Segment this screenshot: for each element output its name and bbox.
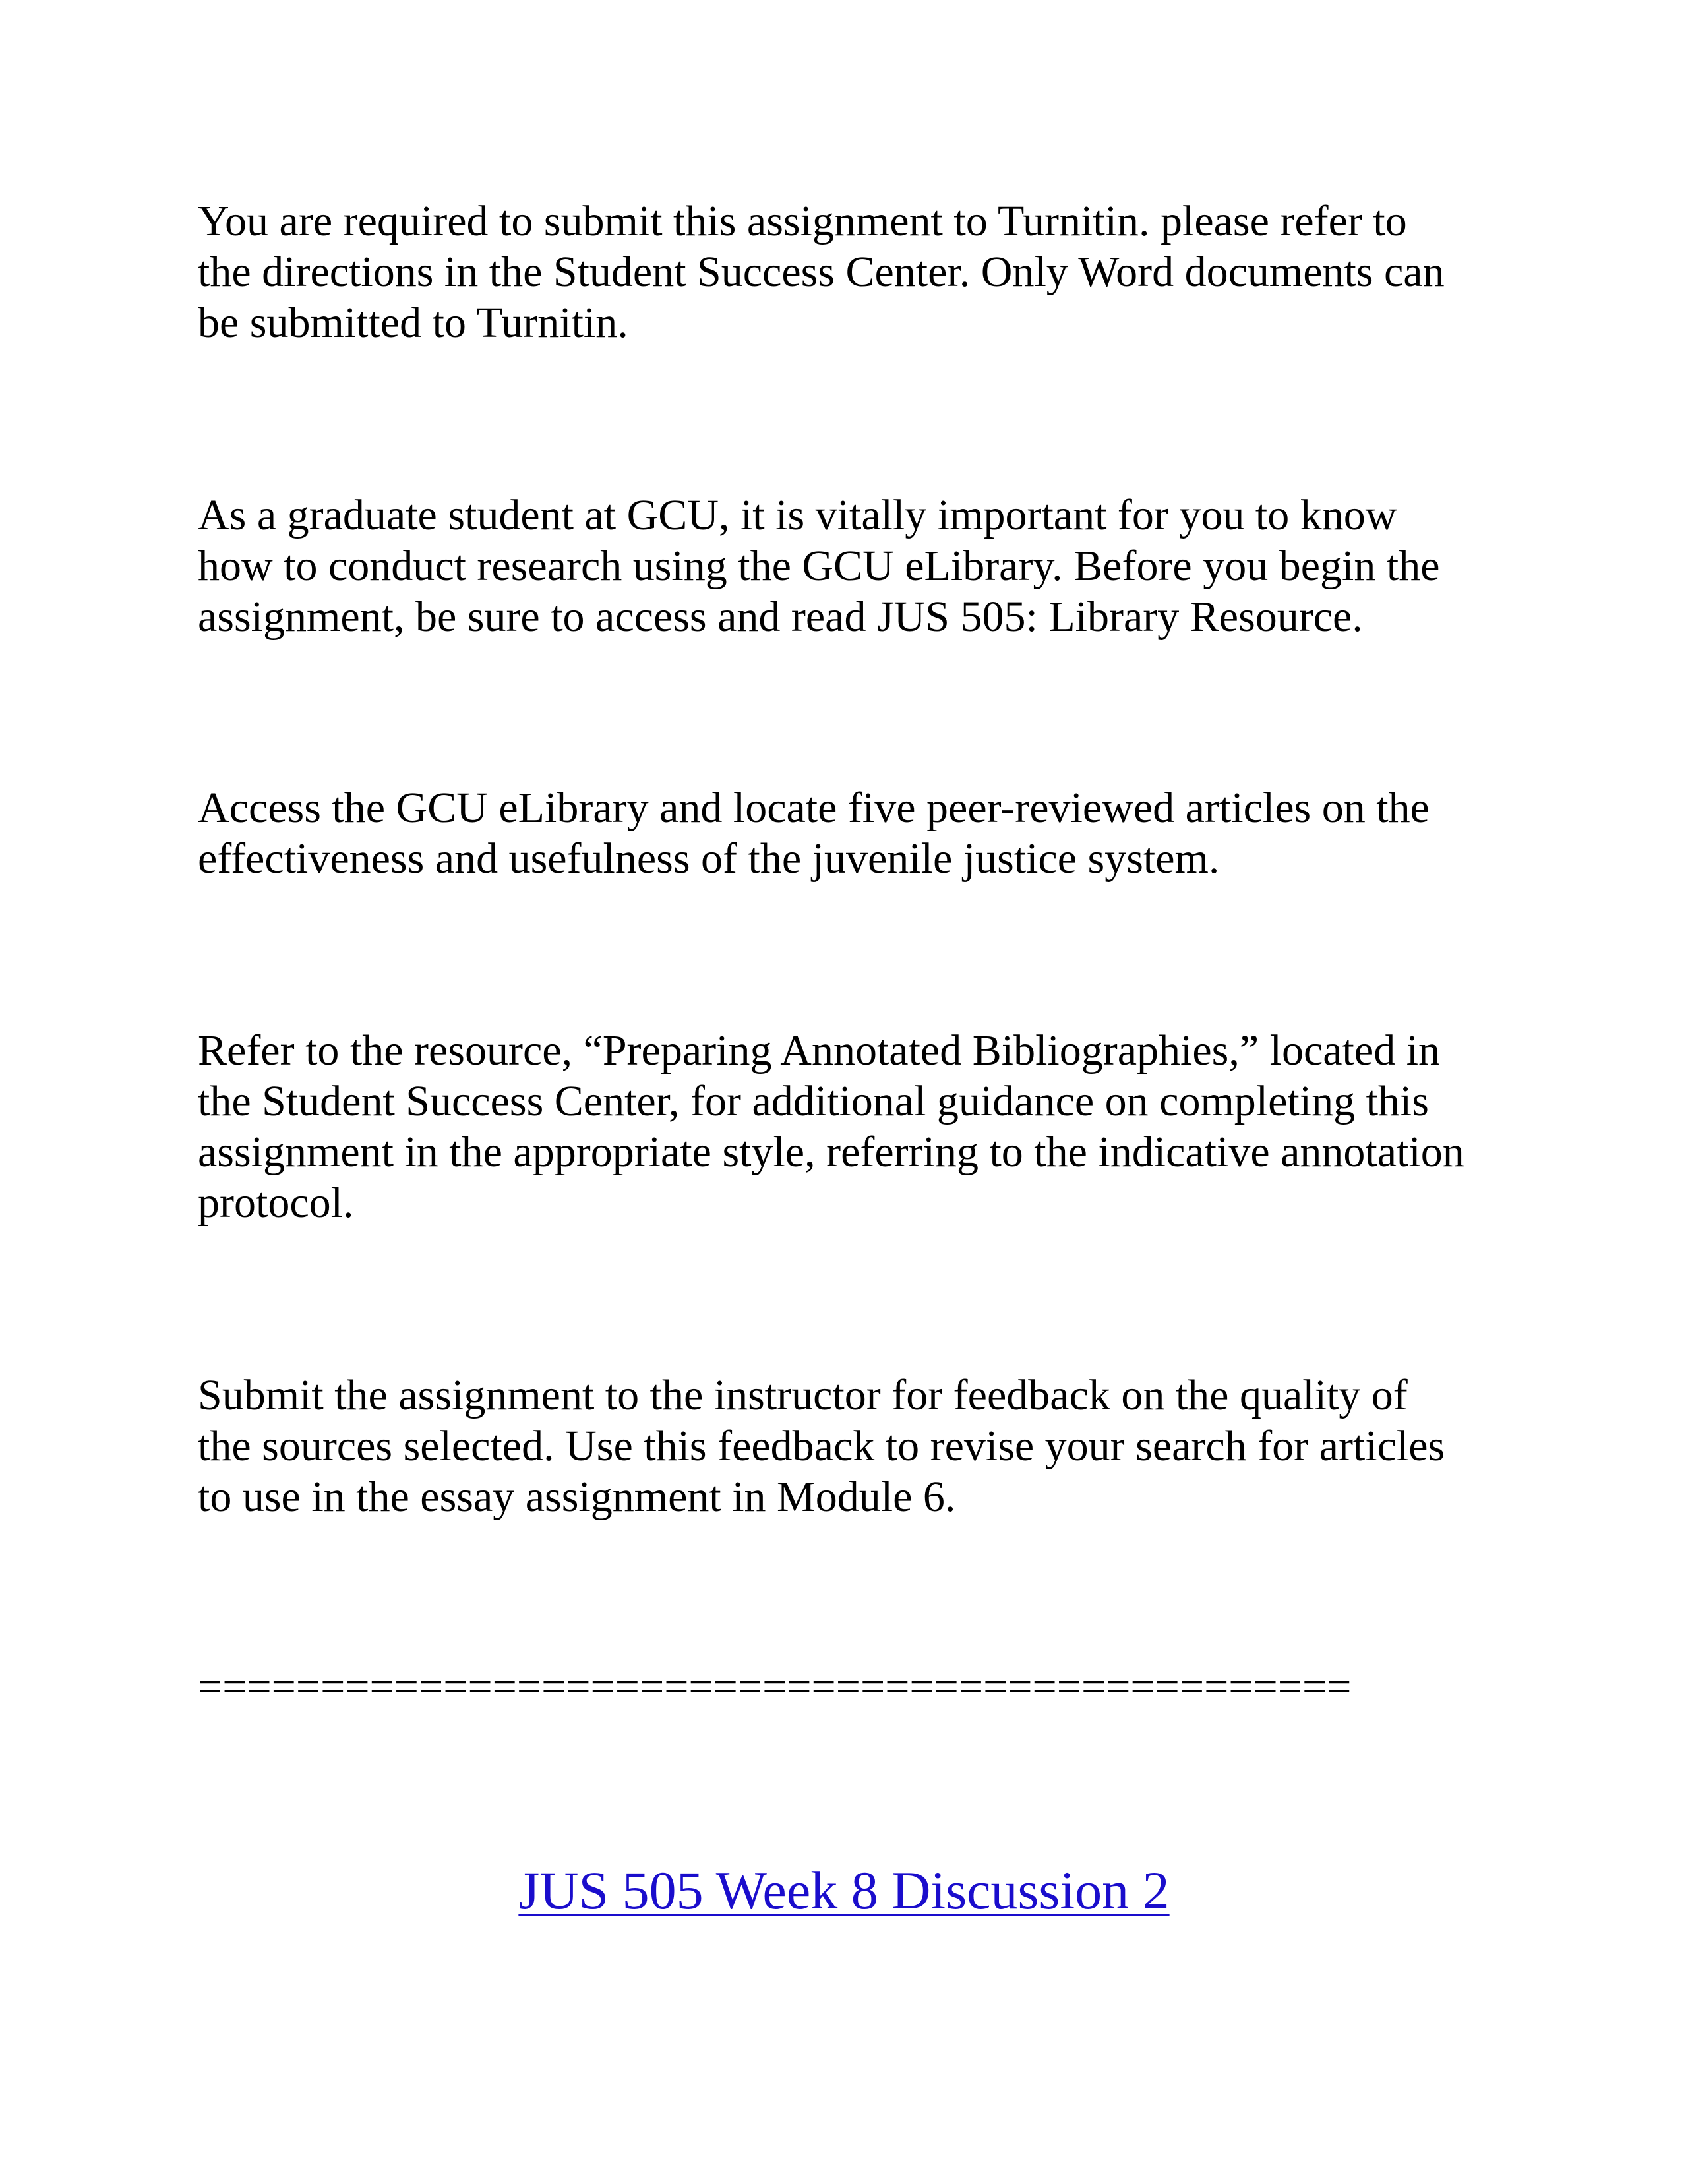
paragraph-annotated-bibliographies: Refer to the resource, “Preparing Annotated Bibliographies,” located in the Student Success Center, for additional guidance on completing this assignment in the appropriate style, referring to the indicative annotation protocol. — [198, 1026, 1464, 1227]
paragraph-locate-articles: Access the GCU eLibrary and locate five peer-reviewed articles on the effectiveness and usefulness of the juvenile justice system. — [198, 784, 1430, 883]
next-assignment-link[interactable]: JUS 505 Week 8 Discussion 2 — [518, 1860, 1170, 1920]
link-container — [0, 1859, 1688, 1922]
paragraph-turnitin-instructions: You are required to submit this assignment to Turnitin. please refer to the directions in the Student Success Center. Only Word documents can be submitted to Turnitin. — [198, 197, 1445, 347]
paragraph-library-research: As a graduate student at GCU, it is vitally important for you to know how to conduct research using the GCU eLibrary. Before you begin the assignment, be sure to access and read JUS 505: Library Resource. — [198, 491, 1440, 641]
section-divider: =============================================== — [198, 1663, 1352, 1711]
paragraph-submit-feedback: Submit the assignment to the instructor for feedback on the quality of the sources selected. Use this feedback to revise your search for articles to use in the essay assignment in Module 6. — [198, 1371, 1445, 1521]
